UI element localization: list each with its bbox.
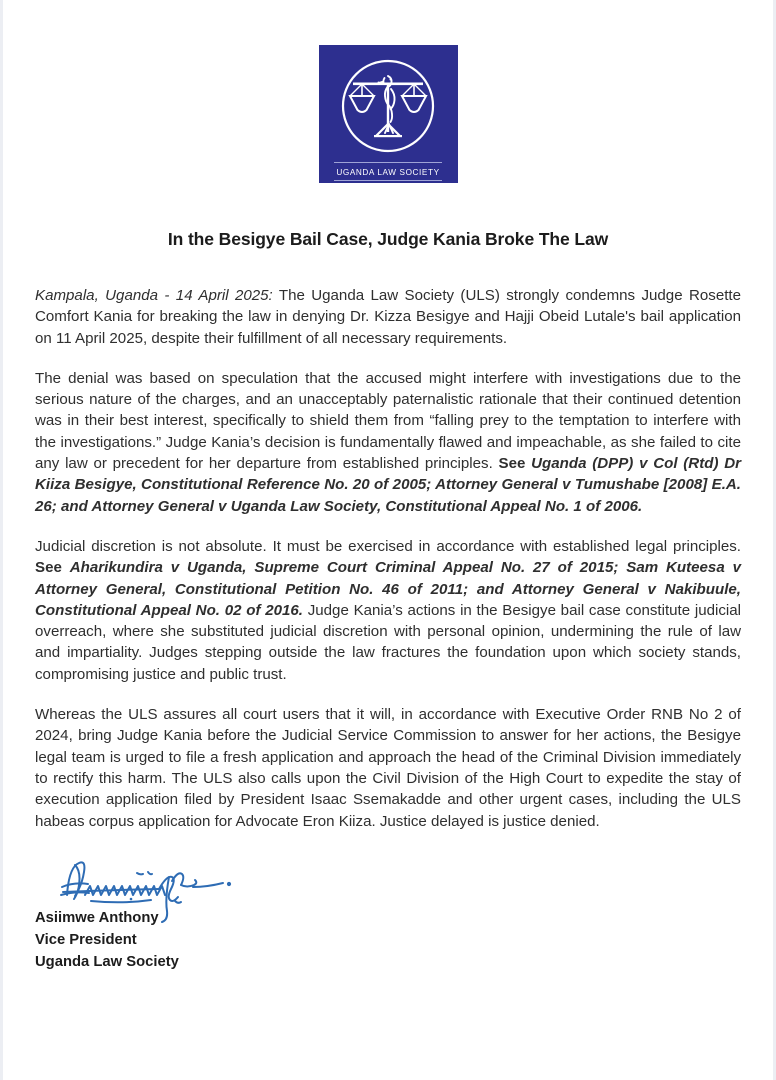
signatory-details: [35, 907, 741, 973]
text-run-normal: Judge Kania’s actions in the Besigye bail case constitute judicial overreach, where she substituted judicial discretion with personal opinion, undermining the rule of law and impartiality. Judges stepping outside the law fractures the foundation upon which society stands, compromising justice and public trust.: [35, 601, 741, 683]
logo-divider-top: [334, 162, 442, 163]
logo-divider-bottom: [334, 180, 442, 181]
text-run-normal: Whereas the ULS assures all court users that it will, in accordance with Executive Order RNB No 2 of 2024, bring Judge Kania before the Judicial Service Commission to answer for her actions, the Besigye legal team is urged to file a fresh application and approach the head of the Criminal Division immediately to rectify this harm. The ULS also calls upon the Civil Division of the High Court to expedite the stay of execution application filed by President Isaac Ssemakadde and other urgent cases, including the ULS habeas corpus application for Advocate Eron Kiiza. Justice delayed is justice denied.: [35, 706, 741, 830]
text-run-bold: See: [498, 455, 532, 473]
signatory-organization: Uganda Law Society: [35, 953, 179, 970]
page-title: In the Besigye Bail Case, Judge Kania Broke The Law: [167, 229, 609, 249]
paragraph-2: [35, 368, 741, 517]
signatory-name: Asiimwe Anthony: [35, 909, 159, 926]
text-run-normal: The denial was based on speculation that the accused might interfere with investigations due to the serious nature of the charges, and an unacceptably paternalistic rationale that their continued detention was in their best interest, specifically to shield them from “falling prey to the temptation to interfere with the investigations.” Judge Kania’s decision is fundamentally flawed and impeachable, as she failed to cite any law or precedent for her departure from established principles.: [35, 369, 741, 473]
text-run-bold-italic: Uganda (DPP) v Col (Rtd) Dr Kiiza Besigye, Constitutional Reference No. 20 of 2005; Attorney General v Tumushabe [2008] E.A. 26; and Attorney General v Uganda Law Society, Constitutional Appeal No. 1 of 2006.: [35, 455, 742, 515]
paragraph-3: [35, 536, 741, 685]
statement-body: [35, 285, 741, 832]
text-run-bold: See: [35, 559, 70, 577]
text-run-bold-italic: Aharikundira v Uganda, Supreme Court Criminal Appeal No. 27 of 2015; Sam Kuteesa v Attorney General, Constitutional Petition No. 46 of 2011; and Attorney General v Nakibuule, Constitutional Appeal No. 02 of 2016.: [35, 559, 741, 619]
signatory-role: Vice President: [35, 931, 137, 948]
uganda-law-society-logo: [319, 45, 458, 183]
paragraph-1: [35, 285, 741, 349]
text-run-normal: Judicial discretion is not absolute. It must be exercised in accordance with established legal principles.: [35, 537, 741, 555]
paragraph-4: [35, 704, 741, 832]
text-run-normal: The Uganda Law Society (ULS) strongly condemns Judge Rosette Comfort Kania for breaking the law in denying Dr. Kizza Besigye and Hajji Obeid Lutale's bail application on 11 April 2025, despite their fulfillment of all necessary requirements.: [35, 287, 741, 347]
scales-of-justice-icon: [336, 54, 440, 158]
document-content: [3, 0, 773, 973]
logo-organization-name: UGANDA LAW SOCIETY: [336, 168, 440, 177]
signature-block: [35, 851, 741, 973]
logo-container: [35, 0, 741, 183]
text-run-italic: Kampala, Uganda - 14 April 2025:: [35, 287, 273, 304]
